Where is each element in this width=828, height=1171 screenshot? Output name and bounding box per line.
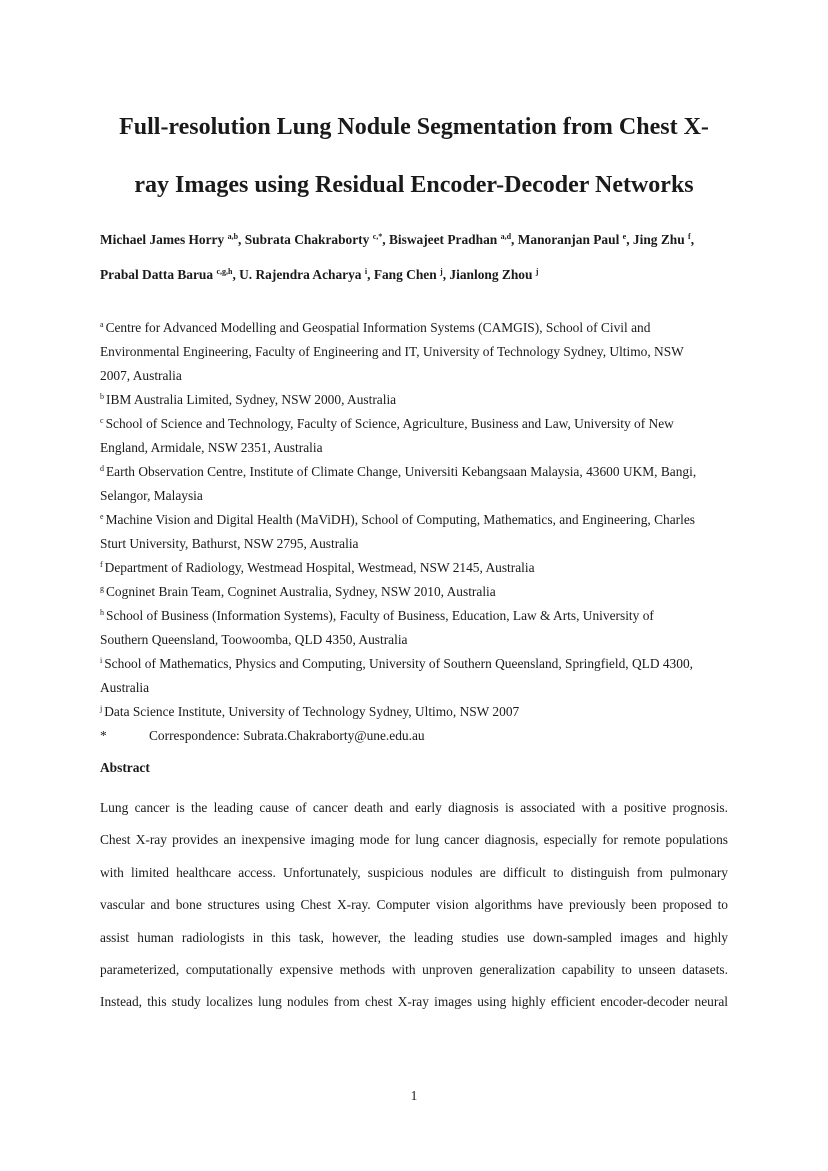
author-name: Prabal Datta Barua (100, 267, 214, 282)
paper-title (100, 98, 728, 214)
author-affiliation-mark: j (440, 267, 443, 276)
affiliation-text: Australia (100, 680, 150, 695)
affiliation-text: School of Business (Information Systems), Faculty of Business, Education, Law & Arts, University of (106, 608, 654, 623)
affiliation (100, 508, 740, 556)
affiliation-text: School of Mathematics, Physics and Computing, University of Southern Queensland, Springfield, QLD 4300, (104, 656, 693, 671)
affiliation-text: England, Armidale, NSW 2351, Australia (100, 440, 323, 455)
affiliation-text: Data Science Institute, University of Technology Sydney, Ultimo, NSW 2007 (104, 704, 520, 719)
author-name: U. Rajendra Acharya (239, 267, 362, 282)
affiliation-text: Department of Radiology, Westmead Hospital, Westmead, NSW 2145, Australia (104, 560, 535, 575)
affiliation-text: Environmental Engineering, Faculty of Engineering and IT, University of Technology Sydney, Ultimo, NSW (100, 344, 684, 359)
abstract-body (100, 792, 728, 1019)
affiliation (100, 316, 740, 388)
affiliation-list (100, 316, 740, 748)
author-name: Fang Chen (373, 267, 437, 282)
author-name: Jianlong Zhou (449, 267, 533, 282)
author-affiliation-mark: c,* (372, 232, 383, 241)
abstract-heading: Abstract (100, 760, 150, 775)
affiliation-mark: c (100, 416, 104, 425)
affiliation-mark: h (100, 608, 104, 617)
abstract-line: with limited healthcare access. Unfortunately, suspicious nodules are difficult to distinguish from pulmonary (100, 864, 728, 880)
affiliation (100, 700, 740, 724)
affiliation (100, 556, 740, 580)
author-affiliation-mark: i (364, 267, 368, 276)
affiliation-mark: d (100, 464, 104, 473)
author-affiliation-mark: a,b (227, 232, 239, 241)
author-name: Jing Zhu (632, 232, 685, 247)
correspondence-text: Correspondence: Subrata.Chakraborty@une.edu.au (149, 728, 425, 743)
author-affiliation-mark: j (535, 267, 539, 276)
title-line: ray Images using Residual Encoder-Decoder Networks (134, 172, 694, 198)
affiliation-text: Machine Vision and Digital Health (MaViDH), School of Computing, Mathematics, and Engineering, Charles (105, 512, 696, 527)
abstract-line: Instead, this study localizes lung nodules from chest X-ray images using highly efficient encoder-decoder neural (100, 994, 728, 1010)
affiliation-mark: g (100, 584, 104, 593)
author-name: Biswajeet Pradhan (388, 232, 498, 247)
affiliation (100, 580, 740, 604)
author-name: Manoranjan Paul (517, 232, 620, 247)
author-list (100, 222, 740, 292)
affiliation (100, 604, 740, 652)
affiliation-text: Southern Queensland, Toowoomba, QLD 4350, Australia (100, 632, 408, 647)
affiliation-text: Selangor, Malaysia (100, 488, 203, 503)
affiliation-mark: e (100, 512, 104, 521)
affiliation-mark: f (100, 560, 103, 569)
affiliation-mark: i (100, 656, 103, 665)
abstract-line: vascular and bone structures using Chest X-ray. Computer vision algorithms have previously been proposed to (100, 897, 728, 913)
affiliation-mark: j (100, 704, 103, 713)
author-affiliation-mark: f (688, 232, 691, 241)
affiliation (100, 652, 740, 700)
affiliation-mark: a (100, 320, 104, 329)
affiliation (100, 460, 740, 508)
title-line: Full-resolution Lung Nodule Segmentation from Chest X- (119, 114, 709, 140)
affiliation (100, 412, 740, 460)
correspondence-line (100, 724, 740, 748)
correspondence-mark: * (100, 728, 107, 743)
affiliation (100, 388, 740, 412)
affiliation-text: Sturt University, Bathurst, NSW 2795, Australia (100, 536, 359, 551)
author-affiliation-mark: c,g,h (216, 267, 233, 276)
abstract-line: Chest X-ray provides an inexpensive imaging mode for lung cancer diagnosis, especially for remote populations (100, 832, 728, 848)
affiliation-text: Earth Observation Centre, Institute of Climate Change, Universiti Kebangsaan Malaysia, 43600 UKM, Bangi, (106, 464, 697, 479)
affiliation-text: Centre for Advanced Modelling and Geospatial Information Systems (CAMGIS), School of Civil and (105, 320, 651, 335)
author-name: Michael James Horry (100, 232, 225, 247)
affiliation-text: IBM Australia Limited, Sydney, NSW 2000, Australia (106, 392, 397, 407)
abstract-line: assist human radiologists in this task, however, the leading studies use down-sampled images and highly (100, 929, 728, 945)
author-line: Michael James Horry $^{a,b}$, Subrata Chakraborty $^{c,*}$, Biswajeet Pradhan $^{a,d}$, Manoranjan Paul $^e$, Jing Zhu $^f$, (100, 232, 695, 247)
author-affiliation-mark: a,d (500, 232, 512, 241)
affiliation-text: School of Science and Technology, Faculty of Science, Agriculture, Business and Law, University of New (105, 416, 674, 431)
page-number: 1 (410, 1088, 418, 1103)
affiliation-text: Cogninet Brain Team, Cogninet Australia, Sydney, NSW 2010, Australia (106, 584, 496, 599)
affiliation-mark: b (100, 392, 104, 401)
author-name: Subrata Chakraborty (244, 232, 370, 247)
abstract-line: Lung cancer is the leading cause of cancer death and early diagnosis is associated with a positive prognosis. (100, 800, 728, 815)
affiliation-text: 2007, Australia (100, 368, 182, 383)
author-line: Prabal Datta Barua $^{c,g,h}$, U. Rajendra Acharya $^i$, Fang Chen $^j$, Jianlong Zhou $^j$ (100, 267, 539, 282)
author-affiliation-mark: e (622, 232, 627, 241)
abstract-line: parameterized, computationally expensive methods with unproven generalization capability to unseen datasets. (100, 962, 728, 978)
